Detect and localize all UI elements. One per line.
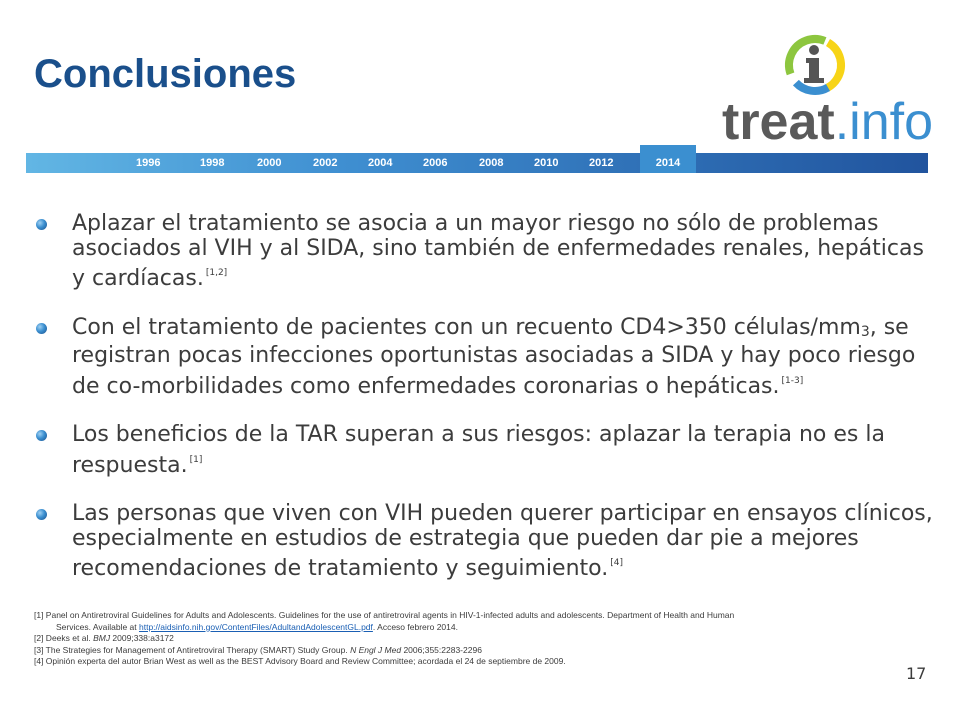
reference-text: . Acceso febrero 2014. [372,621,458,632]
reference-text: [3] The Strategies for Management of Antiretroviral Therapy (SMART) Study Group. [34,644,351,655]
treat-info-logo [722,92,933,152]
reference-item [34,633,934,645]
timeline-year: 2012 [589,157,614,169]
unit-exponent: 3 [860,323,870,340]
bullet-text: Los beneficios de la TAR superan a sus riesgos: aplazar la terapia no es la respuesta. [72,422,885,478]
logo-treat-text: treat [722,93,835,151]
reference-text: [4] Opinión experta del autor Brian West as well as the BEST Advisory Board and Review Committee; acordada el 24 de septiembre de 2009. [34,656,566,666]
reference-text: Services. Available at [56,621,139,632]
reference-text: 2009;338:a3172 [110,633,174,643]
bullet-text: , se registran pocas infecciones oportunistas asociadas a SIDA y hay poco riesgo de co-morbilidades como enfermedades coronarias o hepáticas. [72,314,916,399]
reference-item [34,656,934,668]
citation: [4] [610,558,623,568]
timeline-year: 2010 [534,157,559,169]
bullet-text: Las personas que viven con VIH pueden querer participar en ensayos clínicos, especialmente en estudios de estrategia que pueden dar pie a mejores recomendaciones de tratamiento y seguimiento. [72,501,933,581]
guidelines-link[interactable]: http://aidsinfo.nih.gov/ContentFiles/AdultandAdolescentGL.pdf [139,621,373,632]
bullet-dot-icon [36,430,47,441]
references [34,610,934,668]
timeline-bar [26,153,928,173]
timeline-year: 2006 [423,157,448,169]
bullet-item [34,212,934,292]
reference-text: [1] Panel on Antiretroviral Guidelines for Adults and Adolescents. Guidelines for the use of antiretroviral agents in HIV-1-infected adults and adolescents. Department of Health and Human [34,610,735,620]
timeline-year: 1996 [136,157,161,169]
timeline-year: 2000 [257,157,282,169]
bullet-text: Con el tratamiento de pacientes con un recuento CD4>350 células/mm [72,314,861,340]
journal-name: N Engl J Med [350,644,402,655]
page-number: 17 [906,664,927,683]
timeline-year: 2002 [313,157,338,169]
timeline-year-active: 2014 [640,145,696,173]
bullet-item [34,423,934,478]
journal-name: BMJ [93,633,111,643]
reference-item [34,645,934,657]
bullet-text: Aplazar el tratamiento se asocia a un mayor riesgo no sólo de problemas asociados al VIH y al SIDA, sino también de enfermedades renales, hepáticas y cardíacas. [72,211,924,291]
timeline-year: 1998 [200,157,225,169]
bullet-dot-icon [36,323,47,334]
slide-title: Conclusiones [34,52,297,96]
bullet-item [34,502,934,582]
bullet-dot-icon [36,509,47,520]
timeline-year: 2004 [368,157,393,169]
reference-text: 2006;355:2283-2296 [401,644,482,655]
timeline-year: 2008 [479,157,504,169]
citation: [1,2] [205,268,228,278]
reference-continuation [34,622,934,634]
citation: [1-3] [781,375,804,386]
citation: [1] [189,454,203,465]
reference-text: [2] Deeks et al. [34,633,94,643]
bullet-dot-icon [36,219,47,230]
bullet-list [34,212,934,606]
bullet-item [34,316,934,400]
logo-info-text: .info [834,93,934,151]
reference-item [34,610,934,633]
